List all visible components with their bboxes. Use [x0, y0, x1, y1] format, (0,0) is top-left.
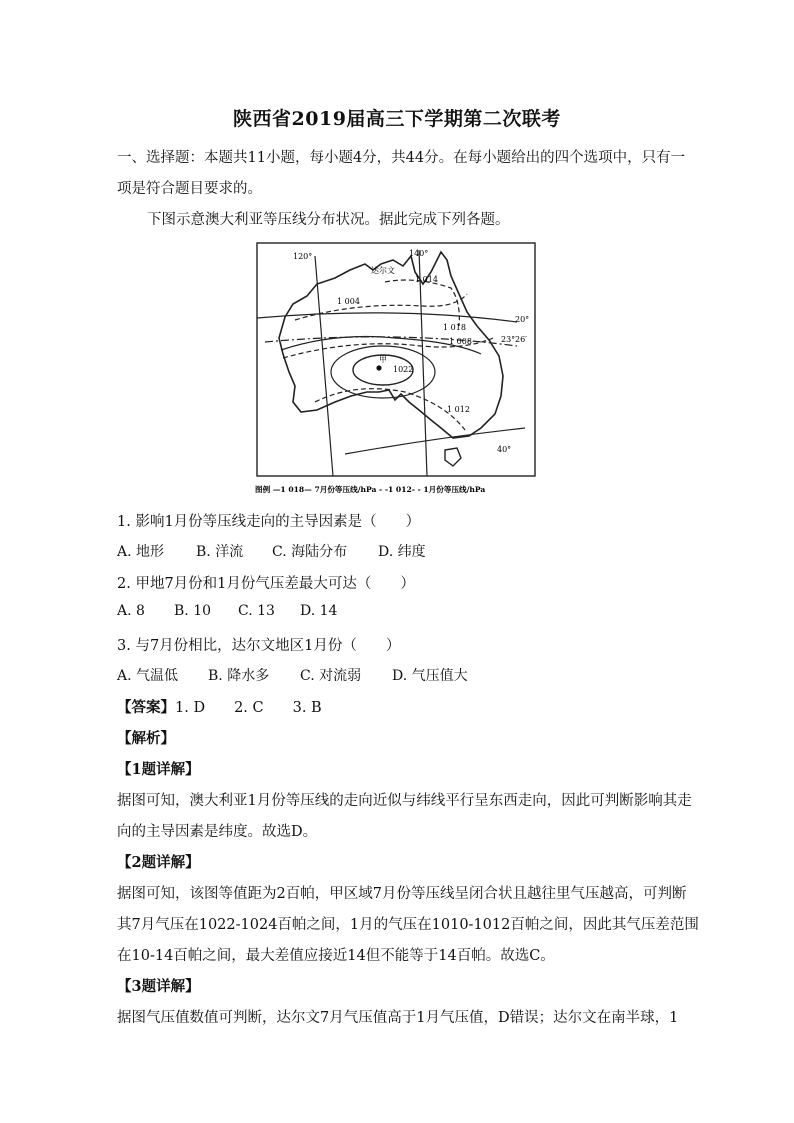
latitude-20-line — [257, 313, 517, 322]
label-isobar-1012: 1 012 — [447, 405, 470, 414]
label-lon-120: 120° — [293, 252, 313, 261]
label-lon-140: 140° — [409, 249, 429, 258]
question-3-option-d: D. 气压值大 — [392, 668, 468, 684]
question-3-option-b: B. 降水多 — [208, 668, 270, 684]
map-legend: 图例 —1 018— 7月份等压线/hPa - -1 012- - 1月份等压线/hPa — [255, 485, 486, 494]
question-3-option-c: C. 对流弱 — [300, 668, 362, 684]
section-intro-line-2: 项是符合题目要求的。 — [117, 181, 262, 197]
label-lat-40: 40° — [497, 445, 512, 454]
answer-line — [117, 696, 322, 717]
q1-detail-line-1: 据图可知，澳大利亚1月份等压线的走向近似与纬线平行呈东西走向，因此可判断影响其走 — [117, 793, 692, 809]
question-3-stem: 3. 与7月份相比，达尔文地区1月份（ ） — [117, 638, 401, 654]
question-2-stem: 2. 甲地7月份和1月份气压差最大可达（ ） — [117, 576, 415, 592]
q2-detail-line-1: 据图可知，该图等值距为2百帕，甲区域7月份等压线呈闭合状且越往里气压越高，可判断 — [117, 886, 687, 902]
question-1-option-b: B. 洋流 — [196, 544, 244, 560]
answer-label: 【答案】 — [117, 699, 175, 716]
label-lat-23: 23° — [501, 335, 516, 344]
meridian-120 — [315, 256, 333, 476]
question-1-option-d: D. 纬度 — [378, 544, 426, 560]
question-2-option-a: A. 8 — [117, 603, 145, 619]
label-lat-26: 26′ — [515, 335, 527, 344]
answer-values: 1. D 2. C 3. B — [175, 700, 322, 716]
q2-detail-line-3: 在10-14百帕之间，最大差值应接近14但不能等于14百帕。故选C。 — [117, 948, 555, 964]
q2-detail-label: 【2题详解】 — [117, 854, 200, 871]
isobar-map-figure — [255, 242, 539, 498]
q2-detail-line-2: 其7月气压在1022-1024百帕之间，1月的气压在1010-1012百帕之间，因此其气压差范围 — [117, 917, 699, 933]
map-frame — [257, 243, 535, 476]
australia-isobar-map — [255, 242, 539, 498]
q3-detail-label: 【3题详解】 — [117, 978, 200, 995]
question-2-option-d: D. 14 — [300, 603, 338, 619]
question-3-option-a: A. 气温低 — [117, 668, 179, 684]
tropic-line — [265, 337, 517, 346]
label-point-jia: 甲 — [379, 355, 387, 364]
question-2-option-c: C. 13 — [238, 603, 275, 619]
question-1-stem: 1. 影响1月份等压线走向的主导因素是（ ） — [117, 514, 421, 530]
tasmania-outline — [445, 448, 461, 466]
point-jia-marker — [376, 365, 381, 370]
section-intro-line-1: 一、选择题：本题共11小题，每小题4分，共44分。在每小题给出的四个选项中，只有一 — [117, 150, 686, 166]
question-2-option-b: B. 10 — [174, 603, 212, 619]
q1-detail-label: 【1题详解】 — [117, 761, 200, 778]
july-isobar-1020 — [331, 346, 435, 398]
q3-detail-line-1: 据图气压值数值可判断，达尔文7月气压值高于1月气压值，D错误；达尔文在南半球，1 — [117, 1010, 679, 1026]
january-isobar-1004 — [295, 294, 467, 320]
label-isobar-1018: 1 018 — [443, 323, 466, 332]
label-isobar-1014: 1 014 — [415, 275, 438, 284]
q1-detail-line-2: 向的主导因素是纬度。故选D。 — [117, 824, 318, 840]
map-intro: 下图示意澳大利亚等压线分布状况。据此完成下列各题。 — [147, 212, 510, 228]
label-lat-20: 20° — [515, 315, 530, 324]
question-1-option-c: C. 海陆分布 — [272, 544, 348, 560]
label-isobar-1022: 1022 — [393, 365, 414, 374]
label-isobar-1004: 1 004 — [337, 297, 360, 306]
label-darwin: 达尔文 — [371, 266, 395, 275]
january-isobar-1014 — [385, 280, 459, 326]
question-1-option-a: A. 地形 — [117, 544, 165, 560]
label-isobar-1008: 1 008 — [449, 337, 472, 346]
january-isobar-1012 — [315, 389, 465, 430]
page-title: 陕西省2019届高三下学期第二次联考 — [233, 108, 561, 130]
analysis-label: 【解析】 — [117, 730, 175, 747]
